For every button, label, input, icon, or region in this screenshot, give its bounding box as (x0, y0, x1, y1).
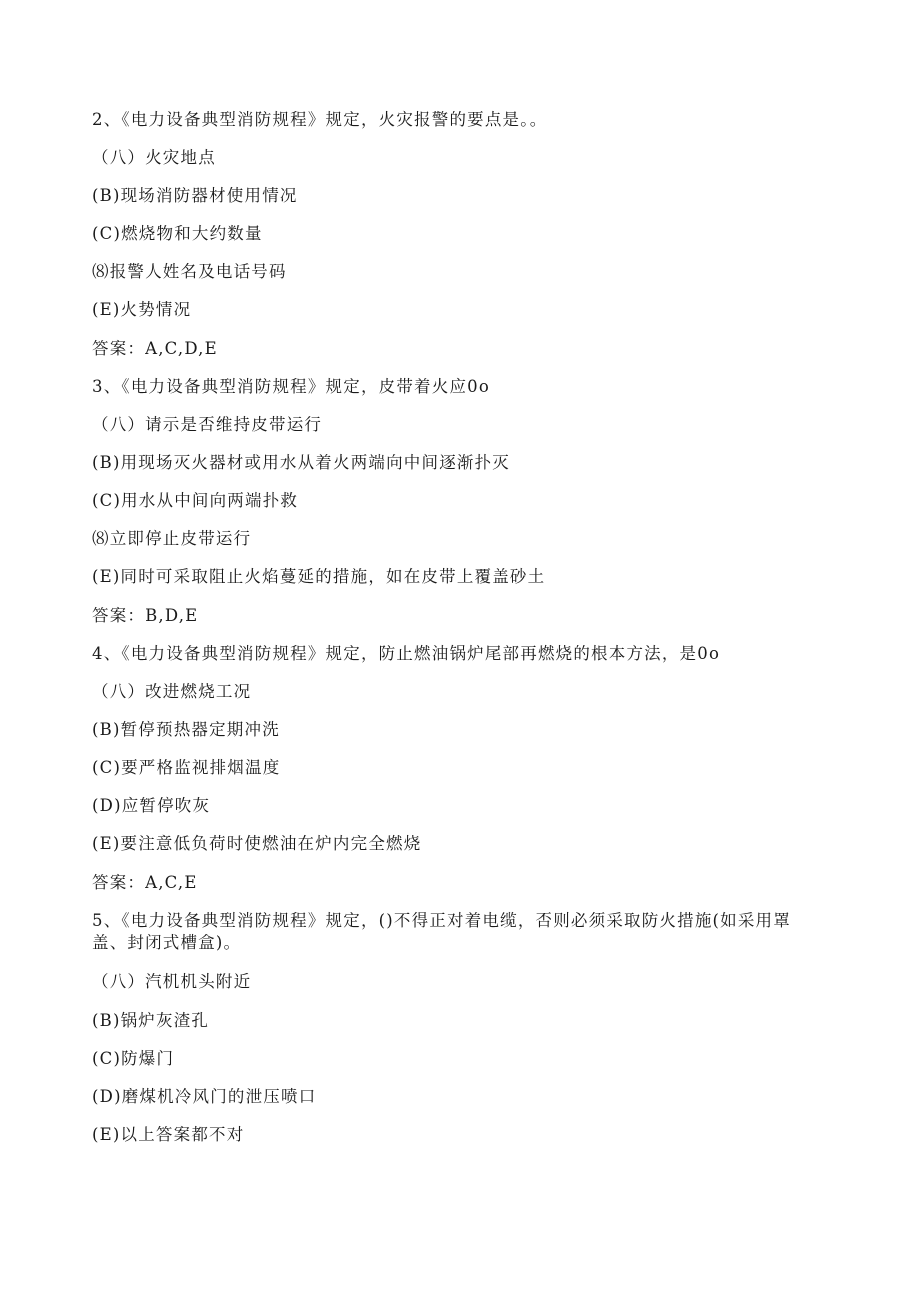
option-c: (C)燃烧物和大约数量 (92, 224, 263, 243)
option-b: (B)用现场灭火器材或用水从着火两端向中间逐渐扑灭 (92, 453, 510, 472)
option-c: (C)防爆门 (92, 1049, 175, 1068)
option-a: （八）汽机机头附近 (92, 972, 252, 991)
option-d: ⑻立即停止皮带运行 (92, 529, 252, 548)
option-c: (C)要严格监视排烟温度 (92, 758, 281, 777)
answer: 答案：A,C,E (92, 873, 198, 892)
option-d: (D)磨煤机冷风门的泄压喷口 (92, 1087, 317, 1106)
option-d: ⑻报警人姓名及电话号码 (92, 262, 287, 281)
question-stem: 4、《电力设备典型消防规程》规定，防止燃油锅炉尾部再燃烧的根本方法，是0o (92, 644, 721, 663)
option-b: (B)暂停预热器定期冲洗 (92, 720, 280, 739)
option-e: (E)火势情况 (92, 300, 192, 319)
option-c: (C)用水从中间向两端扑救 (92, 491, 299, 510)
option-e: (E)以上答案都不对 (92, 1125, 245, 1144)
option-a: （八）改进燃烧工况 (92, 682, 252, 701)
answer: 答案：B,D,E (92, 606, 199, 625)
option-b: (B)现场消防器材使用情况 (92, 186, 298, 205)
question-stem: 5、《电力设备典型消防规程》规定，()不得正对着电缆，否则必须采取防火措施(如采用罩盖、封闭式槽盒)。 (92, 911, 791, 952)
option-a: （八）请示是否维持皮带运行 (92, 415, 323, 434)
option-e: (E)要注意低负荷时使燃油在炉内完全燃烧 (92, 834, 422, 853)
answer: 答案：A,C,D,E (92, 339, 218, 358)
option-e: (E)同时可采取阻止火焰蔓延的措施，如在皮带上覆盖砂土 (92, 567, 546, 586)
option-b: (B)锅炉灰渣孔 (92, 1011, 210, 1030)
question-stem: 2、《电力设备典型消防规程》规定，火灾报警的要点是。。 (92, 110, 548, 129)
option-a: （八）火灾地点 (92, 148, 216, 167)
question-stem: 3、《电力设备典型消防规程》规定，皮带着火应0o (92, 377, 490, 396)
option-d: (D)应暂停吹灰 (92, 796, 211, 815)
